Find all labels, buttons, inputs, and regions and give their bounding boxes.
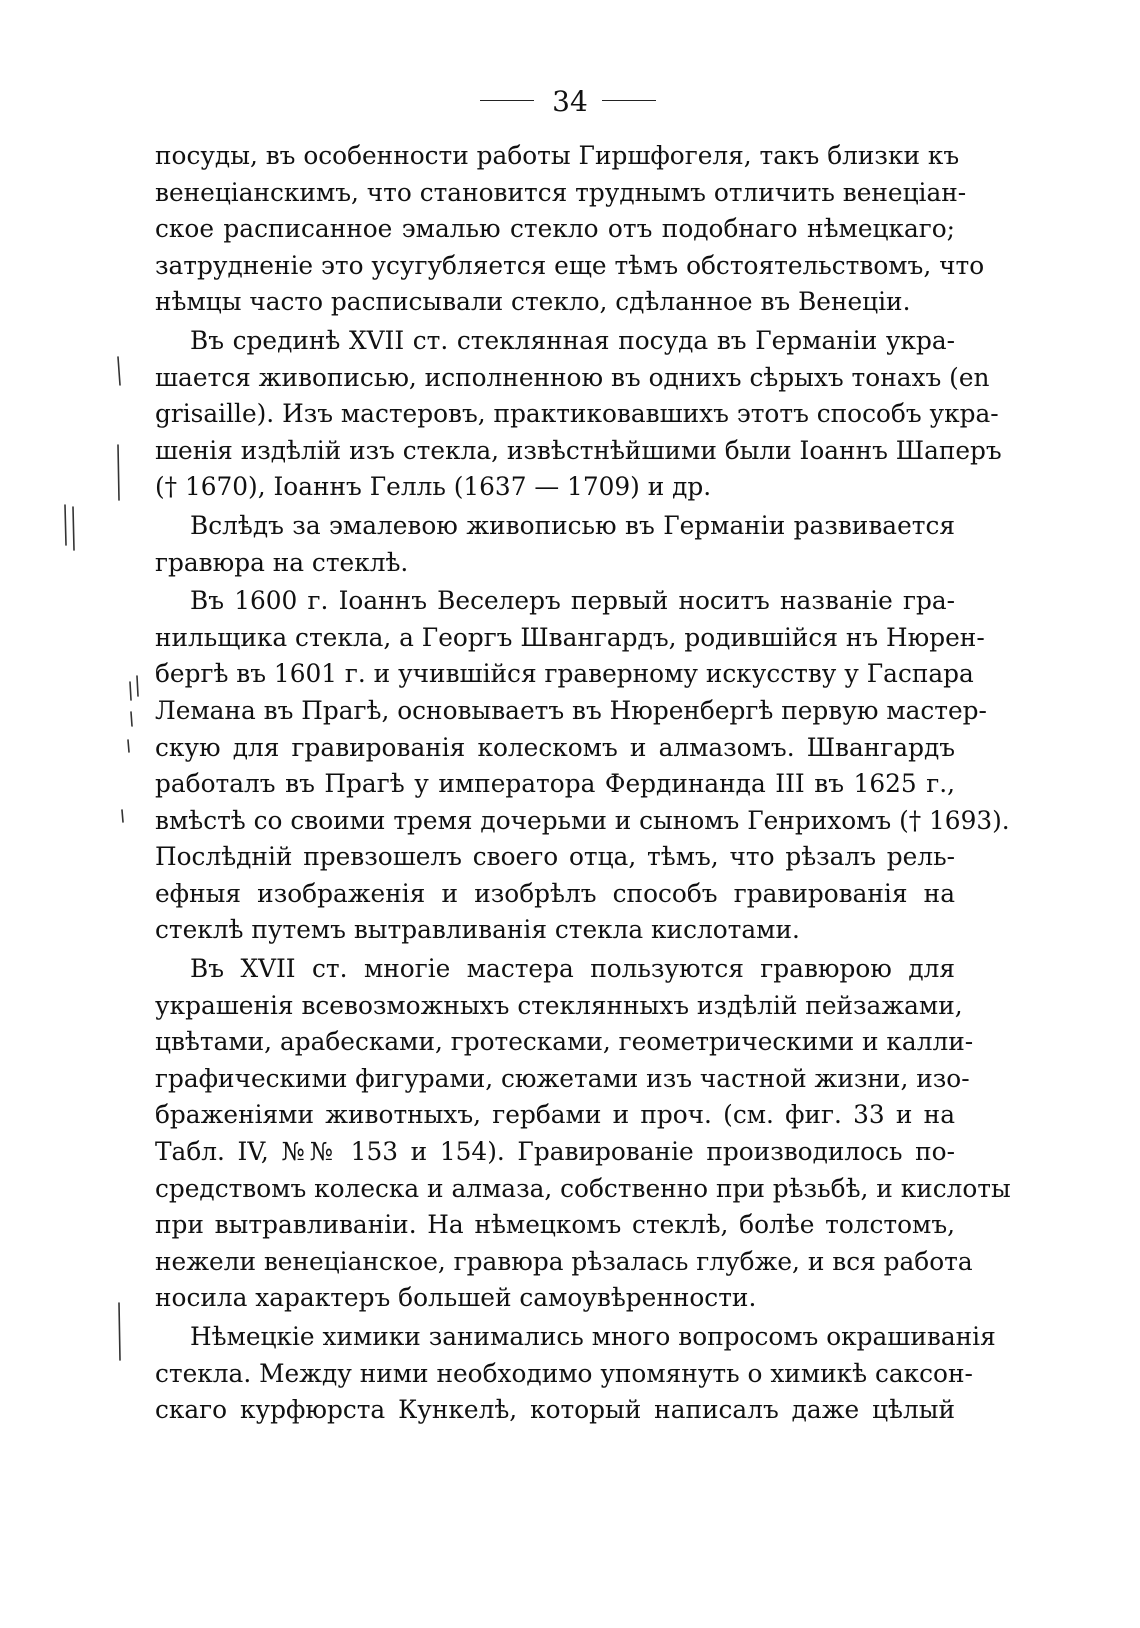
text-line: ефныя изображенія и изобрѣлъ способъ гравированія на <box>155 878 955 908</box>
text-line: при вытравливаніи. На нѣмецкомъ стеклѣ, болѣе толстомъ, <box>155 1210 955 1240</box>
text-line: средствомъ колеска и алмаза, собственно при рѣзьбѣ, и кислоты <box>155 1173 1011 1203</box>
margin-mark <box>137 676 138 696</box>
text-line: носила характеръ большей самоувѣренности. <box>155 1283 757 1313</box>
text-line: Въ срединѣ XVII ст. стеклянная посуда въ Германіи укра- <box>190 325 955 355</box>
text-line: шенія издѣлій изъ стекла, извѣстнѣйшими были Іоаннъ Шаперъ <box>155 435 1002 465</box>
text-line: браженіями животныхъ, гербами и проч. (см. фиг. 33 и на <box>155 1100 955 1130</box>
margin-mark <box>128 740 129 752</box>
text-line: скую для гравированія колескомъ и алмазомъ. Швангардъ <box>155 732 955 762</box>
paragraph-6 <box>155 1319 996 1429</box>
text-line: нильщика стекла, а Георгъ Швангардъ, родившійся нъ Нюрен- <box>155 622 985 652</box>
text-line: гравюра на стеклѣ. <box>155 547 409 577</box>
margin-pencil-marks <box>0 0 150 1628</box>
text-line: графическими фигурами, сюжетами изъ частной жизни, изо- <box>155 1063 970 1093</box>
text-line: работалъ въ Прагѣ у императора Фердинанда III въ 1625 г., <box>155 769 955 799</box>
text-line: Въ XVII ст. многіе мастера пользуются гравюрою для <box>190 954 955 984</box>
body-text <box>155 138 1011 1431</box>
text-line: Табл. IV, №№ 153 и 154). Гравированіе производилось по- <box>155 1137 955 1167</box>
text-line: шается живописью, исполненною въ однихъ сѣрыхъ тонахъ (en <box>155 362 990 392</box>
header-rule-left <box>480 100 534 101</box>
text-line: grisaille). Изъ мастеровъ, практиковавшихъ этотъ способъ укра- <box>155 399 999 429</box>
text-line: скаго курфюрста Кункелѣ, который написалъ даже цѣлый <box>155 1395 955 1425</box>
paragraph-2 <box>155 323 1002 506</box>
text-line: Послѣдній превзошелъ своего отца, тѣмъ, что рѣзалъ рель- <box>155 842 955 872</box>
text-line: стекла. Между ними необходимо упомянуть о химикѣ саксон- <box>155 1358 973 1388</box>
text-line: Лемана въ Прагѣ, основываетъ въ Нюренбергѣ первую мастер- <box>155 695 987 725</box>
paragraph-4 <box>155 583 1010 949</box>
header-rule-right <box>602 100 656 101</box>
page-header <box>0 85 1140 128</box>
text-line: бергѣ въ 1601 г. и учившійся граверному искусству у Гаспара <box>155 659 974 689</box>
margin-mark <box>65 505 66 545</box>
text-line: венеціанскимъ, что становится труднымъ отличить венеціан- <box>155 177 967 207</box>
margin-mark <box>118 445 119 500</box>
text-line: Вслѣдъ за эмалевою живописью въ Германіи развивается <box>190 510 955 540</box>
margin-mark <box>118 357 120 385</box>
text-line: вмѣстѣ со своими тремя дочерьми и сыномъ Генрихомъ († 1693). <box>155 805 1010 835</box>
text-line: ское расписанное эмалью стекло отъ подобнаго нѣмецкаго; <box>155 214 955 244</box>
text-line: украшенія всевозможныхъ стеклянныхъ издѣлій пейзажами, <box>155 990 963 1020</box>
text-line: затрудненіе это усугубляется еще тѣмъ обстоятельствомъ, что <box>155 250 985 280</box>
margin-mark <box>130 682 131 700</box>
text-line: Нѣмецкіе химики занимались много вопросомъ окрашиванія <box>190 1322 996 1351</box>
text-line: стеклѣ путемъ вытравливанія стекла кислотами. <box>155 915 800 945</box>
text-line: Въ 1600 г. Іоаннъ Веселеръ первый носитъ названіе гра- <box>190 586 955 616</box>
margin-mark <box>119 1303 120 1360</box>
paragraph-1 <box>155 138 985 321</box>
text-line: († 1670), Іоаннъ Гелль (1637 — 1709) и др. <box>155 472 712 502</box>
text-line: нѣмцы часто расписывали стекло, сдѣланное въ Венеціи. <box>155 287 911 317</box>
paragraph-3 <box>155 508 955 581</box>
page-number: 34 <box>552 85 588 118</box>
margin-mark <box>131 712 132 726</box>
margin-mark <box>122 810 123 822</box>
margin-mark <box>73 507 74 550</box>
text-line: посуды, въ особенности работы Гиршфогеля, такъ близки къ <box>155 141 960 170</box>
paragraph-5 <box>155 951 1011 1317</box>
text-line: цвѣтами, арабесками, гротесками, геометрическими и калли- <box>155 1027 974 1057</box>
text-line: нежели венеціанское, гравюра рѣзалась глубже, и вся работа <box>155 1246 973 1276</box>
